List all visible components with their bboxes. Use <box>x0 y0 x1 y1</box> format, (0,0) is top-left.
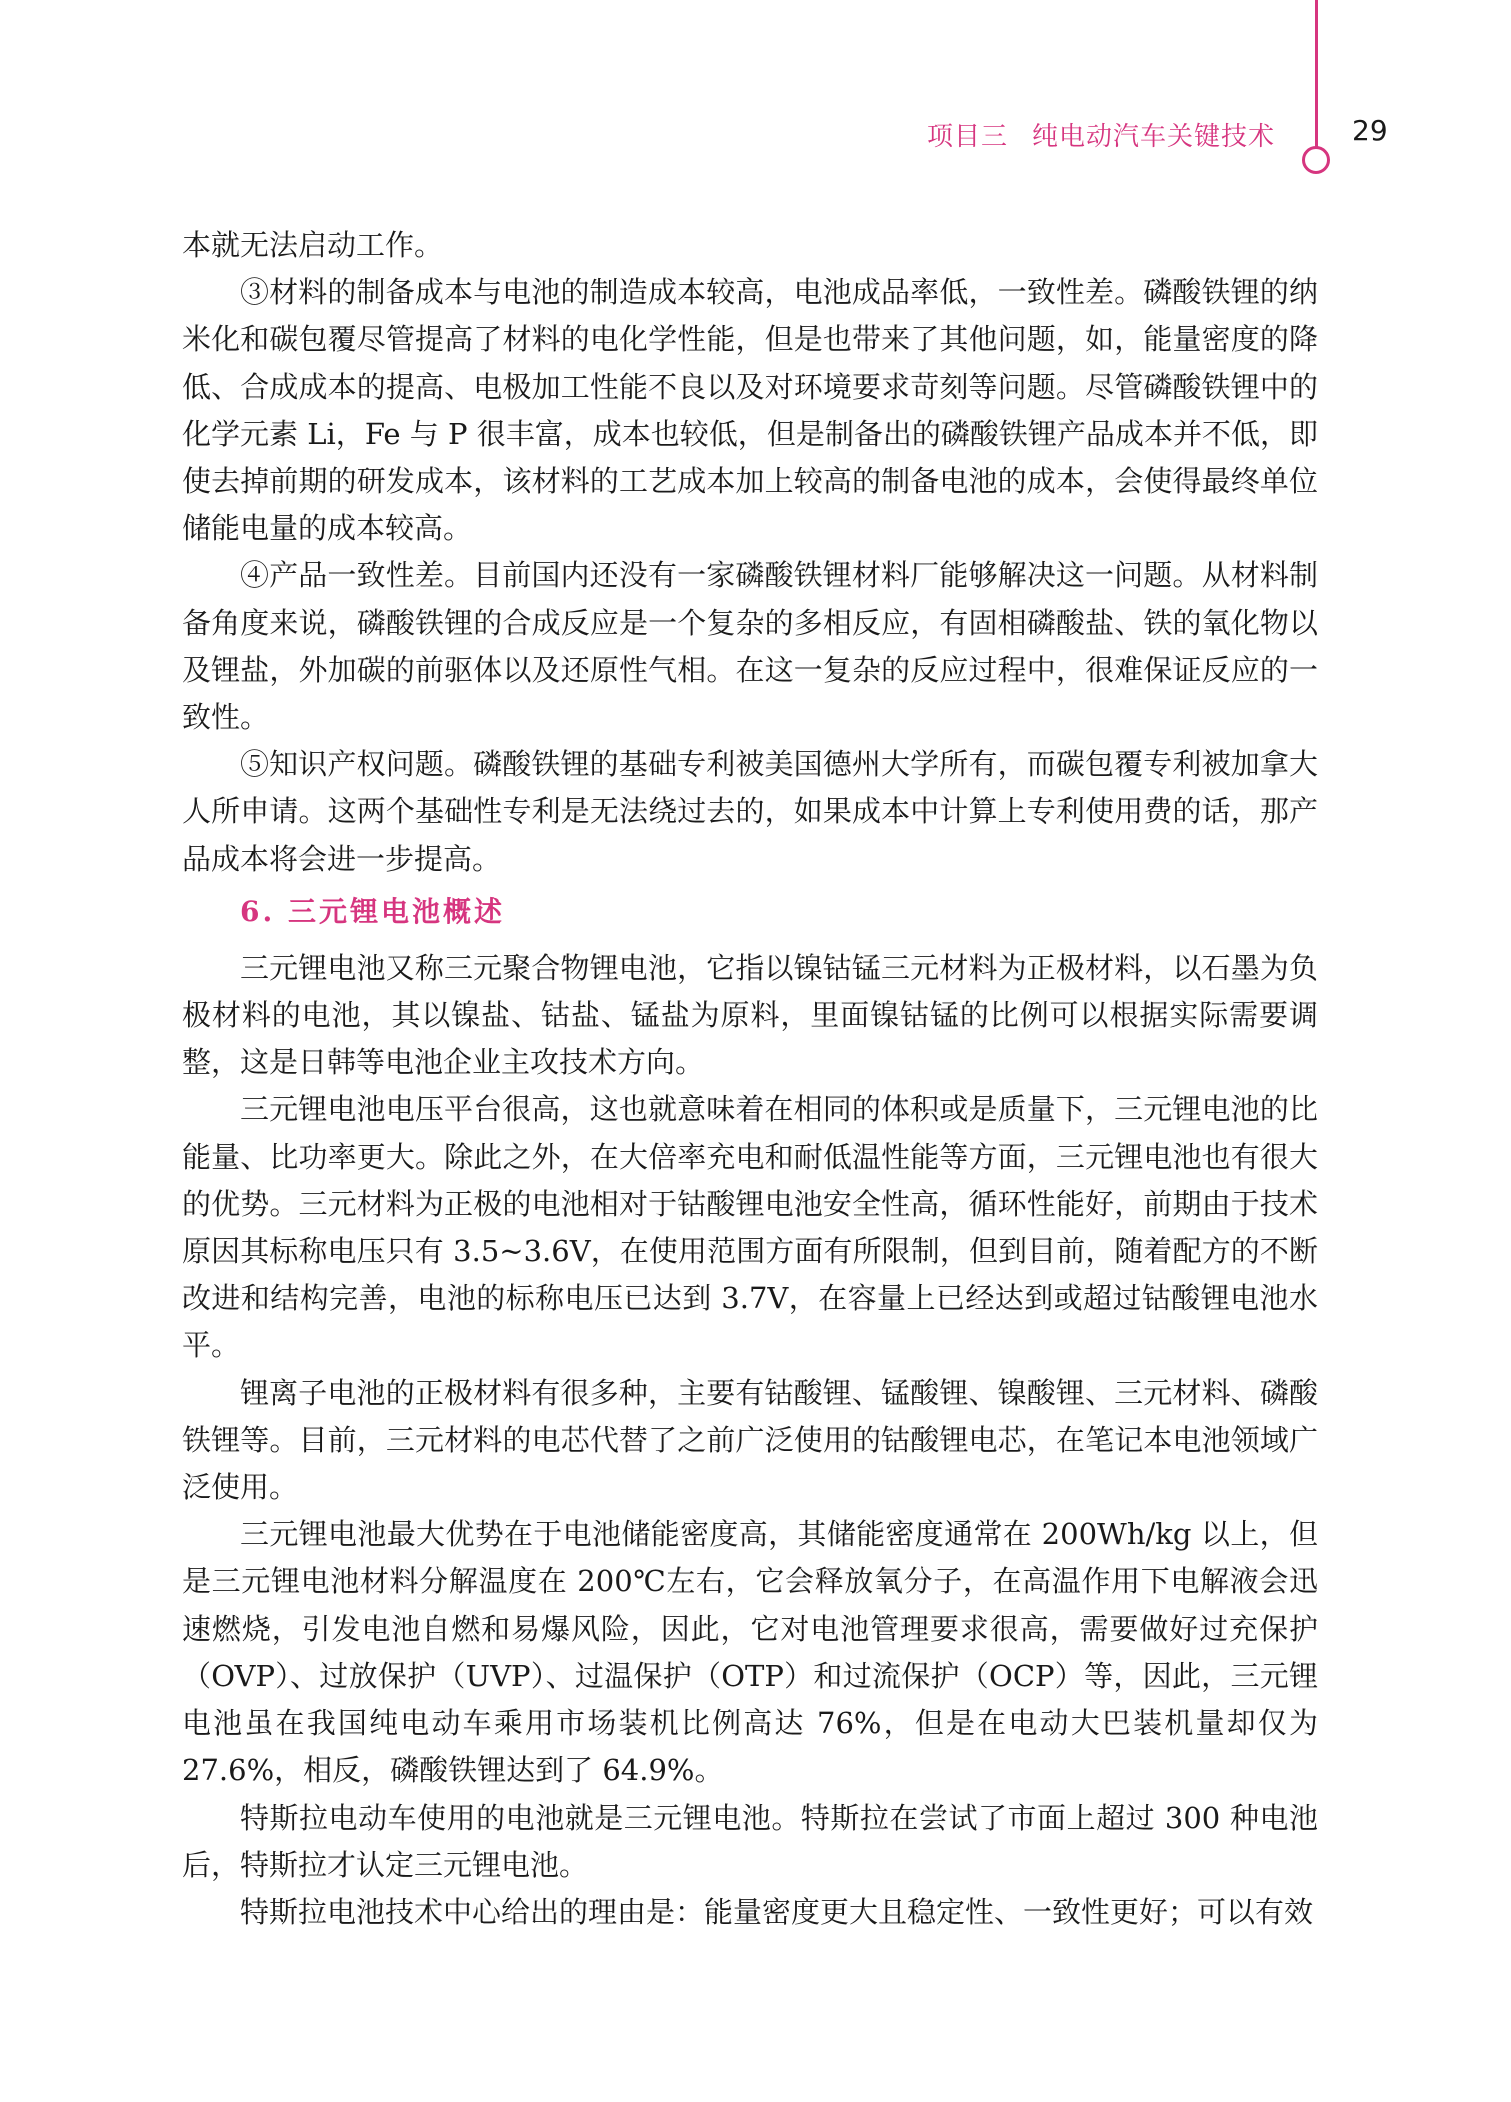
section-heading: 6. 三元锂电池概述 <box>240 894 505 928</box>
paragraph-item-4: ④产品一致性差。目前国内还没有一家磷酸铁锂材料厂能够解决这一问题。从材料制备角度来说，磷酸铁锂的合成反应是一个复杂的多相反应，有固相磷酸盐、铁的氧化物以及锂盐，外加碳的前驱体以及还原性气相。在这一复杂的反应过程中，很难保证反应的一致性。 <box>182 558 1318 735</box>
paragraph-item-3: ③材料的制备成本与电池的制造成本较高，电池成品率低，一致性差。磷酸铁锂的纳米化和碳包覆尽管提高了材料的电化学性能，但是也带来了其他问题，如，能量密度的降低、合成成本的提高、电极加工性能不良以及对环境要求苛刻等问题。尽管磷酸铁锂中的化学元素 Li，Fe 与 P 很丰富，成本也较低，但是制备出的磷酸铁锂产品成本并不低，即使去掉前期的研发成本，该材料的工艺成本加上较高的制备电池的成本，会使得最终单位储能电量的成本较高。 <box>182 275 1318 546</box>
paragraph-item-5: ⑤知识产权问题。磷酸铁锂的基础专利被美国德州大学所有，而碳包覆专利被加拿大人所申请。这两个基础性专利是无法绕过去的，如果成本中计算上专利使用费的话，那产品成本将会进一步提高。 <box>182 747 1318 876</box>
header-divider-line <box>1315 0 1318 148</box>
paragraph-continuation: 本就无法启动工作。 <box>182 228 444 262</box>
section-paragraph: 三元锂电池又称三元聚合物锂电池，它指以镍钴锰三元材料为正极材料，以石墨为负极材料的电池，其以镍盐、钴盐、锰盐为原料，里面镍钴锰的比例可以根据实际需要调整，这是日韩等电池企业主攻技术方向。 <box>182 950 1318 1080</box>
page-header <box>0 0 1511 180</box>
page-number: 29 <box>1352 114 1388 147</box>
section-paragraph: 锂离子电池的正极材料有很多种，主要有钴酸锂、锰酸锂、镍酸锂、三元材料、磷酸铁锂等。目前，三元材料的电芯代替了之前广泛使用的钴酸锂电芯，在笔记本电池领域广泛使用。 <box>182 1375 1318 1505</box>
header-circle-ornament <box>1302 146 1330 174</box>
section-paragraph: 特斯拉电动车使用的电池就是三元锂电池。特斯拉在尝试了市面上超过 300 种电池后，特斯拉才认定三元锂电池。 <box>182 1800 1318 1882</box>
running-header <box>927 116 1275 153</box>
header-chapter-title: 纯电动汽车关键技术 <box>1031 122 1275 152</box>
section-paragraph: 特斯拉电池技术中心给出的理由是：能量密度更大且稳定性、一致性更好；可以有效 <box>240 1894 1314 1929</box>
section-paragraph: 三元锂电池最大优势在于电池储能密度高，其储能密度通常在 200Wh/kg 以上，但是三元锂电池材料分解温度在 200℃左右，它会释放氧分子，在高温作用下电解液会迅速燃烧，引发电池自燃和易爆风险，因此，它对电池管理要求很高，需要做好过充保护（OVP）、过放保护（UVP）、过温保护（OTP）和过流保护（OCP）等，因此，三元锂电池虽在我国纯电动车乘用市场装机比例高达 76%，但是在电动大巴装机量却仅为 27.6%，相反，磷酸铁锂达到了 64.9%。 <box>182 1517 1318 1788</box>
page-body <box>182 222 1318 1936</box>
section-paragraph: 三元锂电池电压平台很高，这也就意味着在相同的体积或是质量下，三元锂电池的比能量、比功率更大。除此之外，在大倍率充电和耐低温性能等方面，三元锂电池也有很大的优势。三元材料为正极的电池相对于钴酸锂电池安全性高，循环性能好，前期由于技术原因其标称电压只有 3.5~3.6V，在使用范围方面有所限制，但到目前，随着配方的不断改进和结构完善，电池的标称电压已达到 3.7V，在容量上已经达到或超过钴酸锂电池水平。 <box>182 1092 1318 1363</box>
header-section: 项目三 <box>926 122 1008 152</box>
